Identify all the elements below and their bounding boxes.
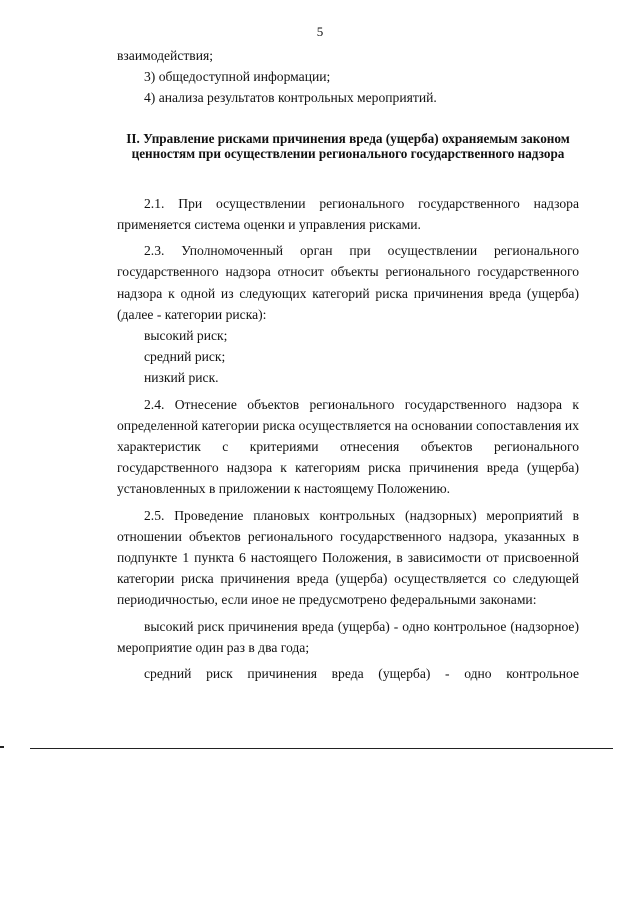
paragraph-2-3: 2.3. Уполномоченный орган при осуществлении регионального государственного надзора относит объекты регионального государственного надзора к одной из следующих категорий риска причинения вреда (ущерба) (далее - категории риска): xyxy=(117,243,579,322)
frequency-item: средний риск причинения вреда (ущерба) - одно контрольное xyxy=(144,666,579,682)
paragraph-2-1: 2.1. При осуществлении регионального государственного надзора применяется система оценки и управления рисками. xyxy=(117,195,579,232)
edge-mark xyxy=(0,746,4,748)
page-number: 5 xyxy=(316,24,324,39)
paragraph-2-5: 2.5. Проведение плановых контрольных (надзорных) мероприятий в отношении объектов регионального государственного надзора, указанных в подпункте 1 пункта 6 настоящего Положения, в зависимости от присвоенной категории риска причинения вреда (ущерба) осуществляется со следующей периодичностью, если иное не предусмотрено федеральными законами: xyxy=(117,507,579,608)
document-body xyxy=(117,45,579,684)
frequency-item: высокий риск причинения вреда (ущерба) - одно контрольное (надзорное) мероприятие один раз в два года; xyxy=(117,618,579,655)
paragraph-2-4: 2.4. Отнесение объектов регионального государственного надзора к определенной категории риска осуществляется на основании сопоставления их характеристик с критериями отнесения объектов регионального государственного надзора к категориям риска причинения вреда (ущерба) установленных в приложении к настоящему Положению. xyxy=(117,396,579,497)
risk-category-item: средний риск; xyxy=(144,349,226,365)
list-item: 4) анализа результатов контрольных мероприятий. xyxy=(144,90,437,106)
section-heading: II. Управление рисками причинения вреда (ущерба) охраняемым законом ценностям при осуществлении регионального государственного надзора xyxy=(126,130,570,162)
risk-category-item: высокий риск; xyxy=(144,328,228,344)
list-item: 3) общедоступной информации; xyxy=(144,69,331,85)
footer-divider xyxy=(30,748,613,749)
risk-category-item: низкий риск. xyxy=(144,370,219,386)
list-item: взаимодействия; xyxy=(117,48,214,63)
